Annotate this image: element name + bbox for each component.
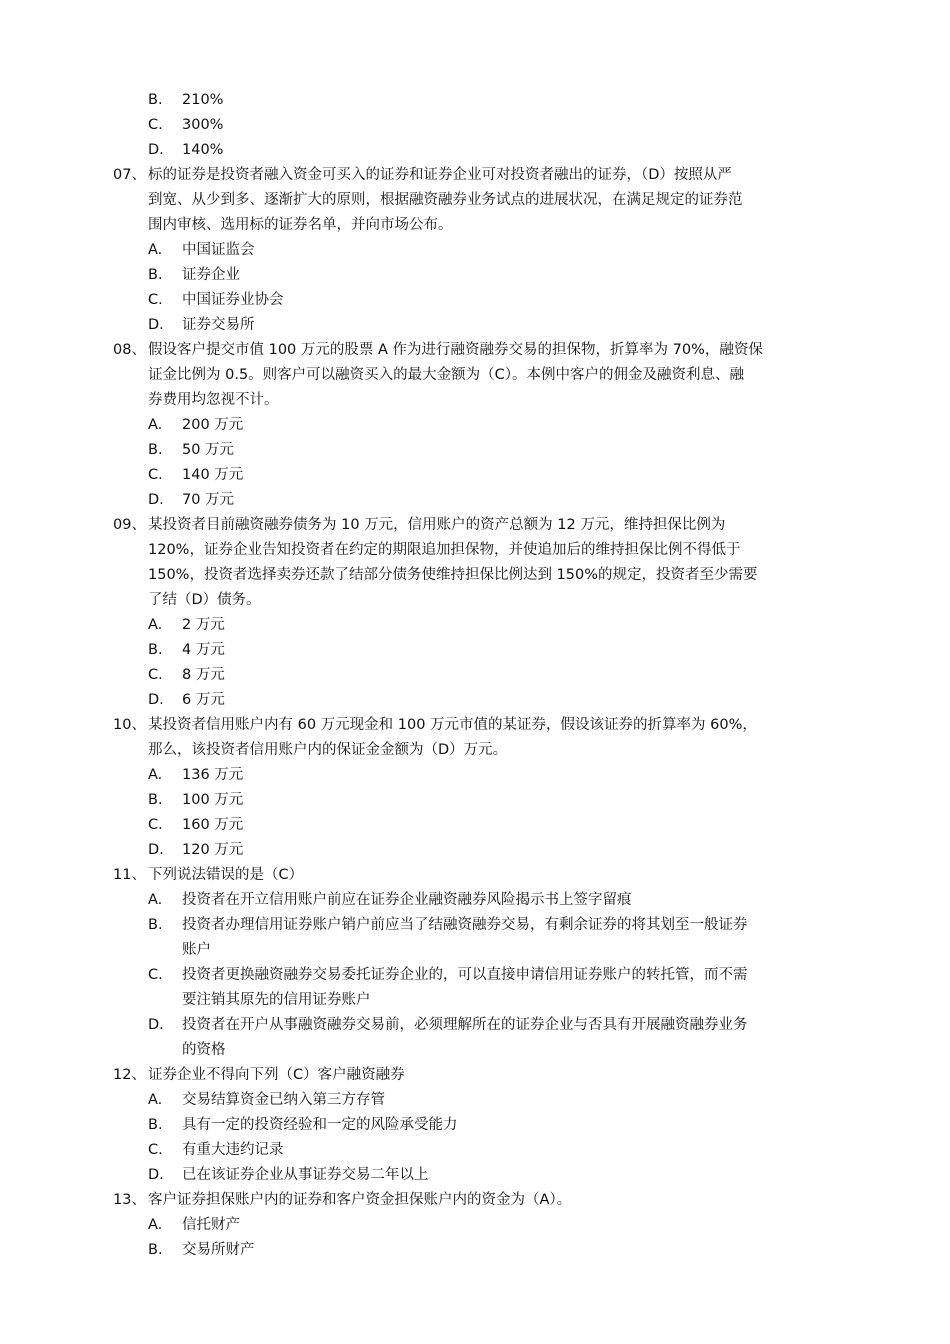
question-item <box>0 713 950 763</box>
question-text-line: 了结（D）债务。 <box>148 592 261 608</box>
question-number: 12、 <box>113 1067 146 1083</box>
option-text: 投资者在开户从事融资融券交易前，必须理解所在的证券企业与否具有开展融资融券业务 <box>182 1017 748 1033</box>
question-item <box>0 513 950 613</box>
option-letter: C. <box>148 117 163 133</box>
answer-option <box>0 963 950 1013</box>
question-text-line: 券费用均忽视不计。 <box>148 392 279 408</box>
answer-option <box>0 838 950 863</box>
question-number: 07、 <box>113 167 146 183</box>
option-text-continuation: 的资格 <box>182 1042 226 1058</box>
option-letter: C. <box>148 467 163 483</box>
option-text-continuation: 要注销其原先的信用证券账户 <box>182 992 371 1008</box>
option-text: 投资者在开立信用账户前应在证券企业融资融券风险揭示书上签字留痕 <box>182 892 632 908</box>
option-text: 200 万元 <box>182 417 244 433</box>
option-text: 具有一定的投资经验和一定的风险承受能力 <box>182 1117 458 1133</box>
answer-option <box>0 913 950 963</box>
question-text-line: 围内审核、选用标的证券名单，并向市场公布。 <box>148 217 453 233</box>
option-letter: A. <box>148 417 163 433</box>
question-text-line: 那么，该投资者信用账户内的保证金金额为（D）万元。 <box>148 742 508 758</box>
option-letter: B. <box>148 1242 163 1258</box>
answer-option <box>0 888 950 913</box>
option-text: 有重大违约记录 <box>182 1142 284 1158</box>
answer-option <box>0 238 950 263</box>
answer-option <box>0 763 950 788</box>
answer-option <box>0 1088 950 1113</box>
answer-option <box>0 1138 950 1163</box>
option-letter: B. <box>148 267 163 283</box>
answer-option <box>0 1238 950 1263</box>
option-text: 8 万元 <box>182 667 225 683</box>
option-text: 70 万元 <box>182 492 235 508</box>
option-letter: C. <box>148 967 163 983</box>
question-text-line: 标的证券是投资者融入资金可买入的证券和证券企业可对投资者融出的证券，（D）按照从严 <box>148 167 732 183</box>
option-text-continuation: 账户 <box>182 942 211 958</box>
answer-option <box>0 463 950 488</box>
question-item <box>0 863 950 888</box>
option-letter: B. <box>148 92 163 108</box>
option-text: 140% <box>182 142 224 158</box>
answer-option <box>0 88 950 113</box>
option-text: 136 万元 <box>182 767 244 783</box>
answer-option <box>0 288 950 313</box>
option-text: 4 万元 <box>182 642 225 658</box>
question-text-line: 到宽、从少到多、逐渐扩大的原则，根据融资融券业务试点的进展状况，在满足规定的证券范 <box>148 192 743 208</box>
option-letter: A. <box>148 617 163 633</box>
question-text-line: 下列说法错误的是（C） <box>148 867 304 883</box>
answer-option <box>0 638 950 663</box>
answer-option <box>0 613 950 638</box>
option-text: 信托财产 <box>182 1217 240 1233</box>
option-text: 300% <box>182 117 224 133</box>
question-number: 08、 <box>113 342 146 358</box>
option-text: 中国证监会 <box>182 242 255 258</box>
option-letter: A. <box>148 1092 163 1108</box>
option-text: 投资者办理信用证券账户销户前应当了结融资融券交易，有剩余证券的将其划至一般证券 <box>182 917 748 933</box>
option-letter: D. <box>148 492 164 508</box>
option-text: 交易结算资金已纳入第三方存管 <box>182 1092 385 1108</box>
option-letter: B. <box>148 442 163 458</box>
question-text-line: 某投资者信用账户内有 60 万元现金和 100 万元市值的某证券，假设该证券的折算率为 60%， <box>148 717 757 733</box>
option-letter: A. <box>148 892 163 908</box>
question-item <box>0 163 950 238</box>
option-text: 投资者更换融资融券交易委托证券企业的，可以直接申请信用证券账户的转托管，而不需 <box>182 967 748 983</box>
document-page <box>0 88 950 1263</box>
option-text: 已在该证券企业从事证券交易二年以上 <box>182 1167 429 1183</box>
option-letter: D. <box>148 317 164 333</box>
answer-option <box>0 663 950 688</box>
question-number: 11、 <box>113 867 146 883</box>
option-letter: D. <box>148 1017 164 1033</box>
option-letter: B. <box>148 917 163 933</box>
option-text: 100 万元 <box>182 792 244 808</box>
option-text: 140 万元 <box>182 467 244 483</box>
option-letter: D. <box>148 842 164 858</box>
option-text: 50 万元 <box>182 442 235 458</box>
answer-option <box>0 138 950 163</box>
answer-option <box>0 113 950 138</box>
question-item <box>0 338 950 413</box>
answer-option <box>0 1113 950 1138</box>
answer-option <box>0 438 950 463</box>
option-letter: B. <box>148 642 163 658</box>
option-letter: B. <box>148 792 163 808</box>
answer-option <box>0 1013 950 1063</box>
option-text: 证券交易所 <box>182 317 255 333</box>
option-letter: D. <box>148 1167 164 1183</box>
question-number: 10、 <box>113 717 146 733</box>
option-letter: C. <box>148 817 163 833</box>
question-item <box>0 1063 950 1088</box>
option-text: 交易所财产 <box>182 1242 255 1258</box>
question-number: 09、 <box>113 517 146 533</box>
answer-option <box>0 263 950 288</box>
question-item <box>0 1188 950 1213</box>
option-letter: C. <box>148 1142 163 1158</box>
option-letter: C. <box>148 667 163 683</box>
answer-option <box>0 1163 950 1188</box>
answer-option <box>0 413 950 438</box>
question-text-line: 客户证券担保账户内的证券和客户资金担保账户内的资金为（A）。 <box>148 1192 572 1208</box>
option-letter: B. <box>148 1117 163 1133</box>
question-text-line: 120%，证券企业告知投资者在约定的期限追加担保物，并使追加后的维持担保比例不得低于 <box>148 542 741 558</box>
option-letter: D. <box>148 692 164 708</box>
answer-option <box>0 813 950 838</box>
answer-option <box>0 688 950 713</box>
option-text: 210% <box>182 92 224 108</box>
question-text-line: 证券企业不得向下列（C）客户融资融券 <box>148 1067 405 1083</box>
option-letter: A. <box>148 242 163 258</box>
question-text-line: 假设客户提交市值 100 万元的股票 A 作为进行融资融券交易的担保物，折算率为 70%，融资保 <box>148 342 763 358</box>
question-text-line: 证金比例为 0.5。则客户可以融资买入的最大金额为（C）。本例中客户的佣金及融资利息、融 <box>148 367 745 383</box>
option-text: 证券企业 <box>182 267 240 283</box>
option-text: 2 万元 <box>182 617 225 633</box>
answer-option <box>0 788 950 813</box>
answer-option <box>0 313 950 338</box>
answer-option <box>0 488 950 513</box>
option-letter: C. <box>148 292 163 308</box>
option-text: 160 万元 <box>182 817 244 833</box>
answer-option <box>0 1213 950 1238</box>
question-text-line: 某投资者目前融资融券债务为 10 万元，信用账户的资产总额为 12 万元，维持担保比例为 <box>148 517 726 533</box>
option-text: 6 万元 <box>182 692 225 708</box>
option-text: 120 万元 <box>182 842 244 858</box>
question-number: 13、 <box>113 1192 146 1208</box>
question-text-line: 150%，投资者选择卖券还款了结部分债务使维持担保比例达到 150%的规定，投资者至少需要 <box>148 567 758 583</box>
option-letter: A. <box>148 1217 163 1233</box>
option-text: 中国证券业协会 <box>182 292 284 308</box>
option-letter: A. <box>148 767 163 783</box>
option-letter: D. <box>148 142 164 158</box>
